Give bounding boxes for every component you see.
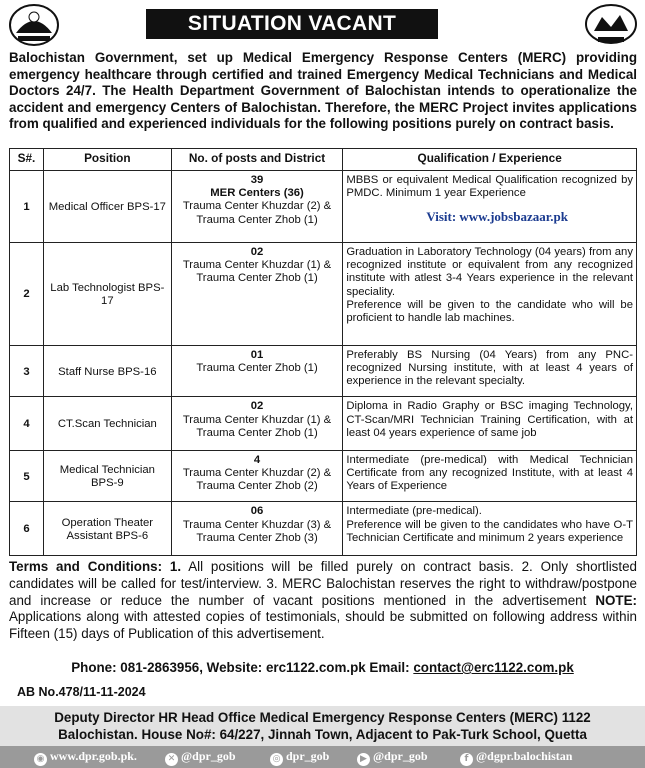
footer-line-2: Balochistan. House No#: 64/227, Jinnah Town, Adjacent to Pak-Turk School, Quetta (58, 727, 587, 742)
qualification: Diploma in Radio Graphy or BSC imaging Technology, CT-Scan/MRI Technician Training Certification, with at least 04 years experience of same job (343, 397, 637, 451)
post-count: 01 (250, 348, 264, 361)
row-number: 3 (10, 345, 44, 396)
intro-paragraph: Balochistan Government, set up Medical Emergency Response Centers (MERC) providing emergency healthcare through certified and trained Emergency Medical Technicians and Medical Doctors 24/7. The Health Department Government of Balochistan intends to operationalize the accident and emergency Centers of Balochistan. Therefore, the MERC Project invites applications from qualified and experienced individuals for the following positions purely on contract basis. (9, 50, 637, 132)
table-row (10, 450, 637, 501)
table-row (10, 345, 637, 396)
social-facebook-label: @dgpr.balochistan (476, 749, 573, 763)
qualification-cell (343, 502, 637, 556)
instagram-icon: ◎ (270, 753, 283, 766)
watermark-link: Visit: www.jobsbazaar.pk (426, 209, 569, 225)
row-number: 1 (10, 171, 44, 243)
social-twitter[interactable] (165, 749, 236, 766)
position-name: CT.Scan Technician (43, 397, 171, 451)
contact-line (0, 660, 645, 675)
row-number: 6 (10, 502, 44, 556)
posts-cell (171, 397, 343, 451)
posts-cell (171, 345, 343, 396)
note-label: NOTE: (595, 592, 637, 608)
positions-table (9, 148, 637, 556)
header (0, 0, 645, 50)
note-text: Applications along with attested copies of testimonials, should be submitted on following address within Fifteen (15) days of Publication of this advertisement. (9, 609, 637, 642)
qualification-cell (343, 171, 637, 243)
position-name: Medical Officer BPS-17 (43, 171, 171, 243)
column-header-posts: No. of posts and District (171, 149, 343, 171)
district: Trauma Center Khuzdar (2) & Trauma Center Zhob (2) (182, 467, 332, 493)
row-number: 4 (10, 397, 44, 451)
merc-logo (584, 3, 638, 47)
social-twitter-label: @dpr_gob (181, 749, 236, 763)
post-count: 02 (250, 246, 264, 259)
qualification: Graduation in Laboratory Technology (04 years) from any recognized institute or equivalent from any recognized institute with atlest 3-4 Years experience in the relevant speciality. (346, 246, 633, 298)
social-website[interactable] (34, 749, 137, 766)
qualification: Intermediate (pre-medical). (346, 505, 482, 518)
social-bar (0, 746, 645, 768)
posts-cell (171, 243, 343, 346)
globe-icon: ◉ (34, 753, 47, 766)
terms-and-conditions (9, 559, 637, 643)
column-header-position: Position (43, 149, 171, 171)
qualification-extra: Preference will be given to the candidate who will be proficient to handle lab machines. (346, 298, 633, 325)
post-count: 39 (250, 174, 264, 186)
social-website-label: www.dpr.gob.pk. (50, 749, 137, 763)
district: Trauma Center Khuzdar (2) & Trauma Center Zhob (1) (182, 200, 332, 226)
terms-body: All positions will be filled purely on contract basis. 2. Only shortlisted candidates will be called for test/interview. 3. MERC Balochistan reserves the right to withdraw/postpone and increase or reduce the number of vacant positions mentioned in the advertisement (9, 559, 637, 608)
district: Trauma Center Zhob (1) (196, 362, 318, 375)
social-instagram[interactable] (270, 749, 329, 766)
table-row (10, 397, 637, 451)
position-name: Medical Technician BPS-9 (43, 450, 171, 501)
qualification: MBBS or equivalent Medical Qualification recognized by PMDC. Minimum 1 year Experience (346, 174, 633, 200)
facebook-icon: f (460, 753, 473, 766)
column-header-qualification: Qualification / Experience (343, 149, 637, 171)
position-name: Lab Technologist BPS-17 (43, 243, 171, 346)
post-count: 06 (250, 505, 264, 518)
social-youtube[interactable] (357, 749, 428, 766)
page-title: SITUATION VACANT (146, 9, 438, 39)
post-count: 02 (250, 400, 264, 413)
qualification: Intermediate (pre-medical) with Medical Technician Certificate from any recognized Institute, with at least 4 Years of Experience (343, 450, 637, 501)
ad-number: AB No.478/11-11-2024 (17, 685, 146, 699)
twitter-icon: ✕ (165, 753, 178, 766)
posts-cell (171, 171, 343, 243)
posts-cell (171, 450, 343, 501)
district: Trauma Center Khuzdar (1) & Trauma Center Zhob (1) (182, 259, 332, 285)
district: Trauma Center Khuzdar (1) & Trauma Center Zhob (1) (182, 413, 332, 439)
footer-line-1: Deputy Director HR Head Office Medical Emergency Response Centers (MERC) 1122 (54, 710, 591, 725)
table-row (10, 502, 637, 556)
footer-address (0, 709, 645, 743)
social-facebook[interactable] (460, 749, 572, 766)
column-header-sn: S#. (10, 149, 44, 171)
balochistan-emblem-logo (8, 3, 60, 47)
table-header-row (10, 149, 637, 171)
contact-email-link[interactable]: contact@erc1122.com.pk (413, 660, 574, 675)
post-count-sub: MER Centers (36) (210, 187, 304, 200)
posts-cell (171, 502, 343, 556)
row-number: 2 (10, 243, 44, 346)
qualification: Preferably BS Nursing (04 Years) from any PNC-recognized Nursing institute, with at least 4 years of experience in the relevant specialty. (343, 345, 637, 396)
district: Trauma Center Khuzdar (3) & Trauma Center Zhob (3) (182, 518, 332, 544)
social-youtube-label: @dpr_gob (373, 749, 428, 763)
qualification-extra: Preference will be given to the candidates who have O-T Technician Certificate and minimum 2 years experience (346, 518, 633, 544)
table-row (10, 243, 637, 346)
qualification-cell (343, 243, 637, 346)
post-count: 4 (253, 453, 261, 466)
terms-heading: Terms and Conditions: 1. (9, 559, 182, 574)
social-instagram-label: dpr_gob (286, 749, 330, 763)
table-row (10, 171, 637, 243)
contact-phone-website: Phone: 081-2863956, Website: erc1122.com.pk Email: (71, 660, 414, 675)
position-name: Operation Theater Assistant BPS-6 (43, 502, 171, 556)
youtube-icon: ▶ (357, 753, 370, 766)
position-name: Staff Nurse BPS-16 (43, 345, 171, 396)
row-number: 5 (10, 450, 44, 501)
